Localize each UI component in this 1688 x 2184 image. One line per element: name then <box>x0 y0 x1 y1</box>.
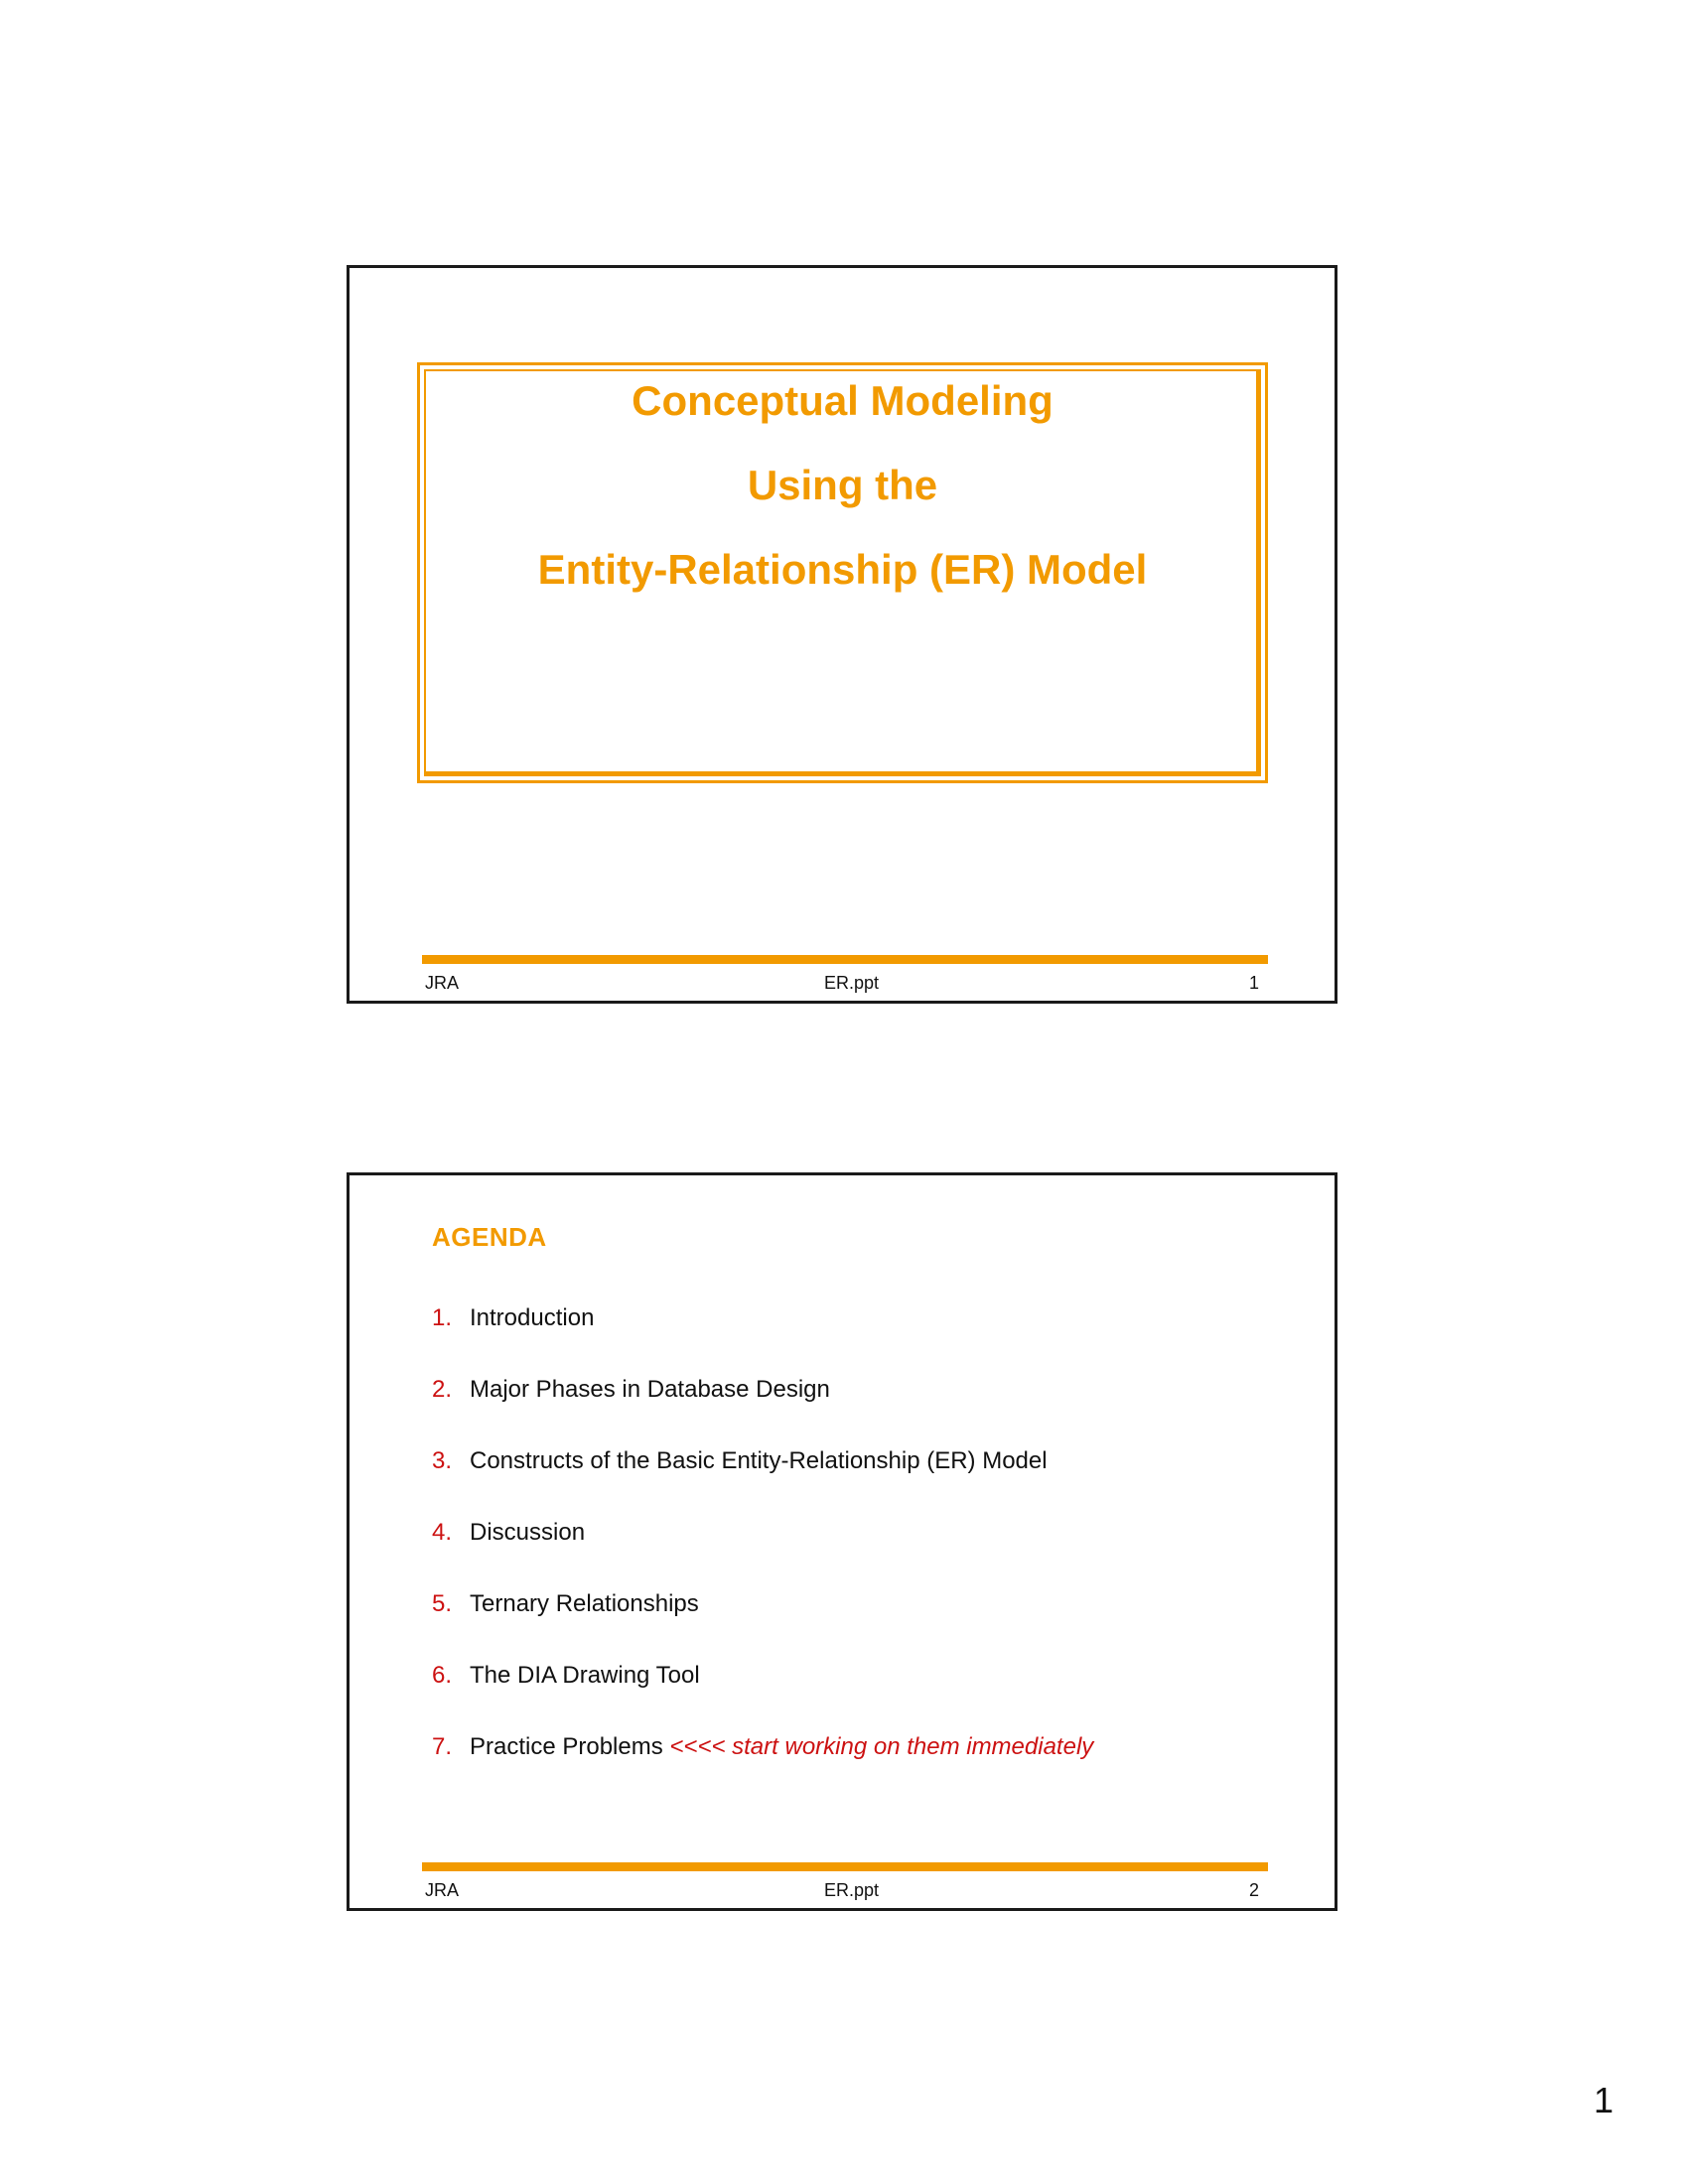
agenda-item-number: 7. <box>432 1733 453 1760</box>
agenda-item-number: 6. <box>432 1662 453 1689</box>
footer-filename: ER.ppt <box>824 1880 880 1900</box>
footer-slide-number: 2 <box>1248 1880 1259 1900</box>
footer-bar <box>422 1862 1268 1871</box>
agenda-item-number: 2. <box>432 1376 453 1403</box>
agenda-item-number: 3. <box>432 1447 453 1474</box>
agenda-item <box>432 1375 1093 1446</box>
agenda-item-note: <<<< start working on them immediately <box>669 1733 1094 1760</box>
agenda-item-text: Introduction <box>470 1304 595 1331</box>
footer-slide-number: 1 <box>1248 973 1259 993</box>
agenda-item <box>432 1732 1093 1804</box>
footer-author: JRA <box>425 1880 460 1900</box>
footer-filename: ER.ppt <box>824 973 880 993</box>
title-frame <box>417 362 1268 783</box>
footer-bar <box>422 955 1268 964</box>
agenda-item-number: 1. <box>432 1304 453 1331</box>
title-line-3: Entity-Relationship (ER) Model <box>537 546 1148 593</box>
agenda-item <box>432 1589 1093 1661</box>
agenda-item-text: Practice Problems <box>470 1733 663 1760</box>
agenda-item <box>432 1661 1093 1732</box>
agenda-item-number: 5. <box>432 1590 453 1617</box>
slide-1 <box>347 265 1337 1004</box>
title-line-2: Using the <box>747 462 938 508</box>
agenda-item <box>432 1518 1093 1589</box>
agenda-item-text: Constructs of the Basic Entity-Relationship (ER) Model <box>470 1447 1048 1474</box>
page-number: 1 <box>1594 2080 1615 2120</box>
agenda-list <box>432 1303 1093 1804</box>
agenda-item-number: 4. <box>432 1519 453 1546</box>
slide-2 <box>347 1172 1337 1911</box>
agenda-item-text: Discussion <box>470 1519 586 1546</box>
agenda-item-text: Major Phases in Database Design <box>470 1376 830 1403</box>
agenda-item <box>432 1303 1093 1375</box>
agenda-item <box>432 1446 1093 1518</box>
title-line-1: Conceptual Modeling <box>632 377 1054 424</box>
agenda-heading: AGENDA <box>432 1222 547 1252</box>
footer-author: JRA <box>425 973 460 993</box>
agenda-item-text: Ternary Relationships <box>470 1590 699 1617</box>
agenda-item-text: The DIA Drawing Tool <box>470 1662 700 1689</box>
